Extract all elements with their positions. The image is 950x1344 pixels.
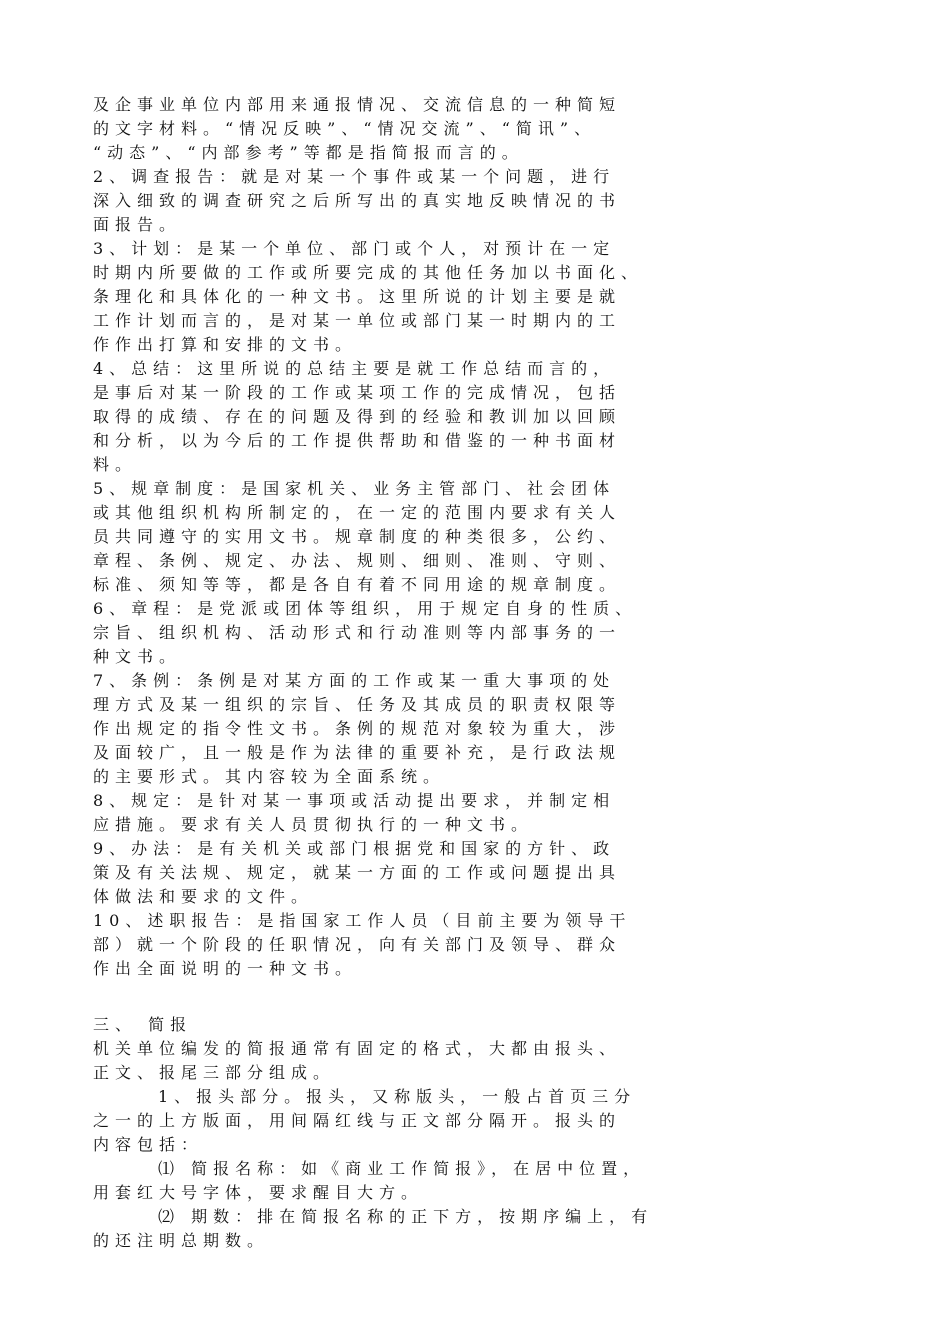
section-heading: 三、 简报 — [93, 1015, 193, 1034]
text-line: 或其他组织机构所制定的，在一定的范围内要求有关人 — [93, 503, 622, 522]
text-line: 部）就一个阶段的任职情况，向有关部门及领导、群众 — [93, 935, 622, 954]
text-line: 内容包括： — [93, 1135, 204, 1154]
text-line: 正文、报尾三部分组成。 — [93, 1063, 336, 1082]
text-line: 工作计划而言的，是对某一单位或部门某一时期内的工 — [93, 311, 622, 330]
text-line: 章程、条例、规定、办法、规则、细则、准则、守则、 — [93, 551, 622, 570]
text-line: 作出规定的指令性文书。条例的规范对象较为重大，涉 — [93, 719, 622, 738]
text-line: 是事后对某一阶段的工作或某项工作的完成情况，包括 — [93, 383, 622, 402]
text-line: 5、规章制度：是国家机关、业务主管部门、社会团体 — [93, 479, 616, 498]
text-line: 深入细致的调查研究之后所写出的真实地反映情况的书 — [93, 191, 622, 210]
text-line: 标准、须知等等，都是各自有着不同用途的规章制度。 — [93, 575, 622, 594]
text-line: 2、调查报告：就是对某一个事件或某一个问题，进行 — [93, 167, 616, 186]
text-line: 7、条例：条例是对某方面的工作或某一重大事项的处 — [93, 671, 616, 690]
text-line: 6、章程：是党派或团体等组织，用于规定自身的性质、 — [93, 599, 638, 618]
text-line: 料。 — [93, 455, 138, 474]
text-line: 和分析，以为今后的工作提供帮助和借鉴的一种书面材 — [93, 431, 622, 450]
text-line: “动态”、“内部参考”等都是指简报而言的。 — [93, 143, 524, 162]
text-line: 的主要形式。其内容较为全面系统。 — [93, 767, 446, 786]
text-line: 作出全面说明的一种文书。 — [93, 959, 358, 978]
text-line: 9、办法：是有关机关或部门根据党和国家的方针、政 — [93, 839, 616, 858]
text-line: 用套红大号字体，要求醒目大方。 — [93, 1183, 424, 1202]
text-line: ⑵ 期数：排在简报名称的正下方，按期序编上，有 — [158, 1207, 654, 1226]
text-line: 种文书。 — [93, 647, 182, 666]
text-line: 策及有关法规、规定，就某一方面的工作或问题提出具 — [93, 863, 622, 882]
text-line: 8、规定：是针对某一事项或活动提出要求，并制定相 — [93, 791, 616, 810]
text-line: ⑴ 简报名称：如《商业工作简报》，在居中位置， — [158, 1159, 646, 1178]
text-line: 1、报头部分。报头，又称版头，一般占首页三分 — [158, 1087, 637, 1106]
text-line: 及面较广，且一般是作为法律的重要补充，是行政法规 — [93, 743, 622, 762]
text-line: 取得的成绩、存在的问题及得到的经验和教训加以回顾 — [93, 407, 622, 426]
text-line: 应措施。要求有关人员贯彻执行的一种文书。 — [93, 815, 534, 834]
text-line: 面报告。 — [93, 215, 182, 234]
text-line: 的还注明总期数。 — [93, 1231, 270, 1250]
text-line: 体做法和要求的文件。 — [93, 887, 314, 906]
text-line: 及企事业单位内部用来通报情况、交流信息的一种简短 — [93, 95, 622, 114]
text-line: 理方式及某一组织的宗旨、任务及其成员的职责权限等 — [93, 695, 622, 714]
text-line: 时期内所要做的工作或所要完成的其他任务加以书面化、 — [93, 263, 644, 282]
text-line: 之一的上方版面，用间隔红线与正文部分隔开。报头的 — [93, 1111, 622, 1130]
text-line: 机关单位编发的简报通常有固定的格式，大都由报头、 — [93, 1039, 622, 1058]
text-line: 4、总结：这里所说的总结主要是就工作总结而言的， — [93, 359, 616, 378]
text-line: 宗旨、组织机构、活动形式和行动准则等内部事务的一 — [93, 623, 622, 642]
text-line: 的文字材料。“情况反映”、“情况交流”、“简讯”、 — [93, 119, 597, 138]
text-line: 10、述职报告：是指国家工作人员（目前主要为领导干 — [93, 911, 632, 930]
text-line: 作作出打算和安排的文书。 — [93, 335, 358, 354]
text-line: 员共同遵守的实用文书。规章制度的种类很多，公约、 — [93, 527, 622, 546]
text-line: 3、计划：是某一个单位、部门或个人，对预计在一定 — [93, 239, 616, 258]
text-line: 条理化和具体化的一种文书。这里所说的计划主要是就 — [93, 287, 622, 306]
